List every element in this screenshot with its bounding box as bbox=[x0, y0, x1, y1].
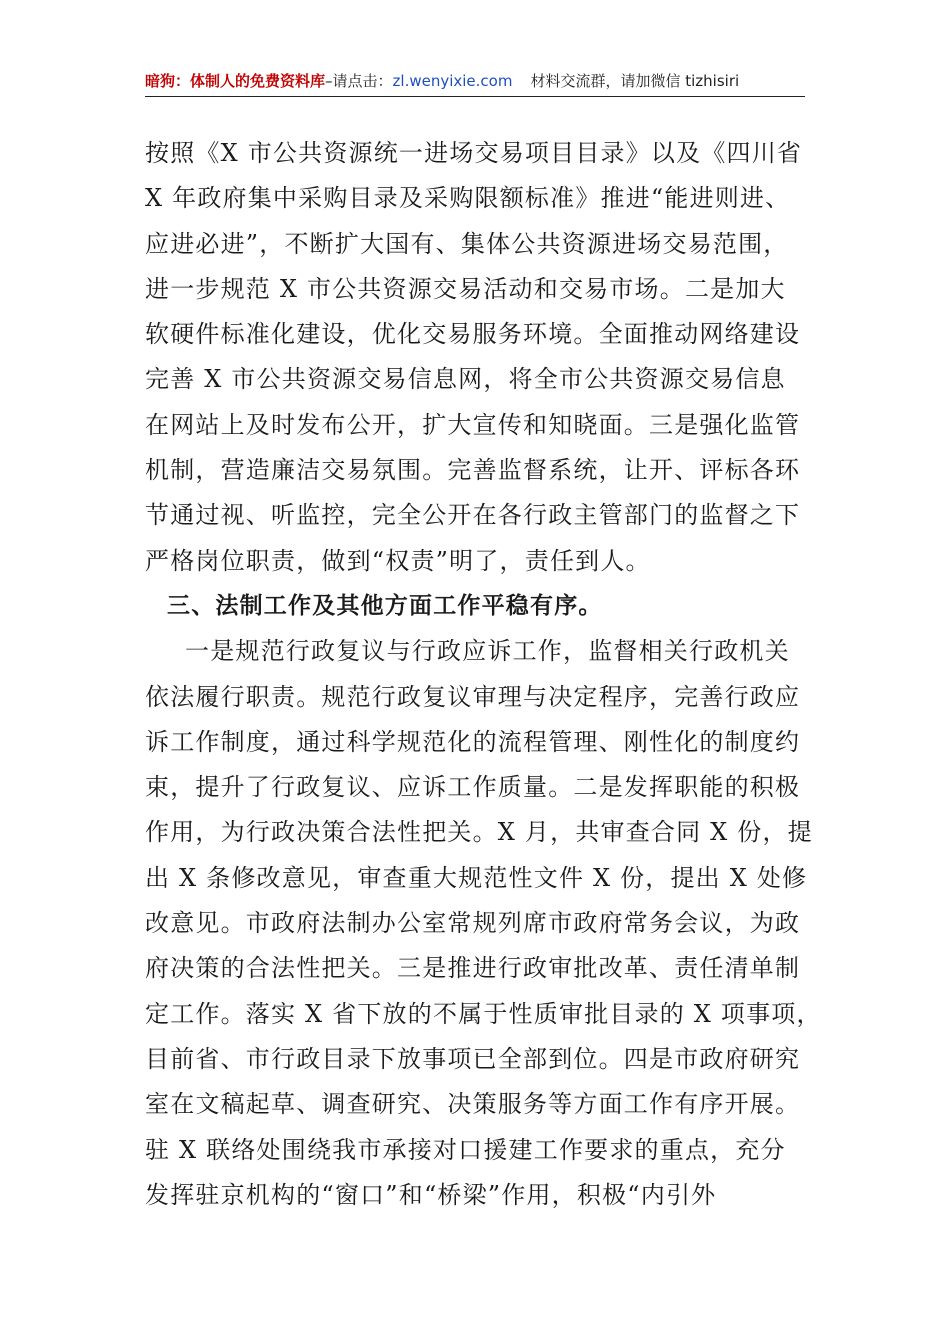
text-line: 作用，为行政决策合法性把关。X 月，共审查合同 X 份，提 bbox=[145, 818, 813, 847]
text-line: 机制，营造廉洁交易氛围。完善监督系统，让开、评标各环 bbox=[145, 456, 801, 485]
header-contact: 材料交流群，请加微信 tizhisiri bbox=[530, 72, 740, 90]
text-line: X 年政府集中采购目录及采购限额标准》推进“能进则进、 bbox=[145, 184, 791, 213]
text-line: 束，提升了行政复议、应诉工作质量。二是发挥职能的积极 bbox=[145, 773, 801, 802]
document-body bbox=[145, 131, 822, 1218]
text-line: 出 X 条修改意见，审查重大规范性文件 X 份，提出 X 处修 bbox=[145, 863, 808, 892]
text-line: 节通过视、听监控，完全公开在各行政主管部门的监督之下 bbox=[145, 501, 801, 530]
text-line: 室在文稿起草、调查研究、决策服务等方面工作有序开展。 bbox=[145, 1090, 801, 1119]
page-header bbox=[145, 70, 805, 97]
text-line: 府决策的合法性把关。三是推进行政审批改革、责任清单制 bbox=[145, 954, 801, 983]
text-line: 软硬件标准化建设，优化交易服务环境。全面推动网络建设 bbox=[145, 320, 801, 349]
text-line: 发挥驻京机构的“窗口”和“桥梁”作用，积极“内引外 bbox=[145, 1180, 717, 1209]
header-link[interactable]: zl.wenyixie.com bbox=[392, 72, 513, 90]
text-line: 在网站上及时发布公开，扩大宣传和知晓面。三是强化监管 bbox=[145, 410, 801, 439]
header-prompt: –请点击： bbox=[325, 72, 393, 90]
text-line: 改意见。市政府法制办公室常规列席市政府常务会议，为政 bbox=[145, 909, 801, 938]
text-line: 完善 X 市公共资源交易信息网，将全市公共资源交易信息 bbox=[145, 365, 786, 394]
text-line: 按照《X 市公共资源统一进场交易项目目录》以及《四川省 bbox=[145, 139, 803, 167]
section-heading: 三、法制工作及其他方面工作平稳有序。 bbox=[167, 592, 603, 619]
text-line: 定工作。落实 X 省下放的不属于性质审批目录的 X 项事项， bbox=[145, 999, 822, 1028]
text-line: 目前省、市行政目录下放事项已全部到位。四是市政府研究 bbox=[145, 1044, 801, 1073]
text-line: 依法履行职责。规范行政复议审理与决定程序，完善行政应 bbox=[145, 682, 801, 711]
text-line: 诉工作制度，通过科学规范化的流程管理、刚性化的制度约 bbox=[145, 727, 801, 756]
text-line: 严格岗位职责，做到“权责”明了，责任到人。 bbox=[145, 546, 651, 575]
text-line: 驻 X 联络处围绕我市承接对口援建工作要求的重点，充分 bbox=[145, 1135, 786, 1164]
header-brand: 暗狗：体制人的免费资料库 bbox=[145, 72, 326, 90]
paragraph-first-line: 一是规范行政复议与行政应诉工作，监督相关行政机关 bbox=[185, 637, 790, 666]
text-line: 进一步规范 X 市公共资源交易活动和交易市场。二是加大 bbox=[145, 274, 786, 303]
text-line: 应进必进”，不断扩大国有、集体公共资源进场交易范围， bbox=[145, 229, 789, 258]
